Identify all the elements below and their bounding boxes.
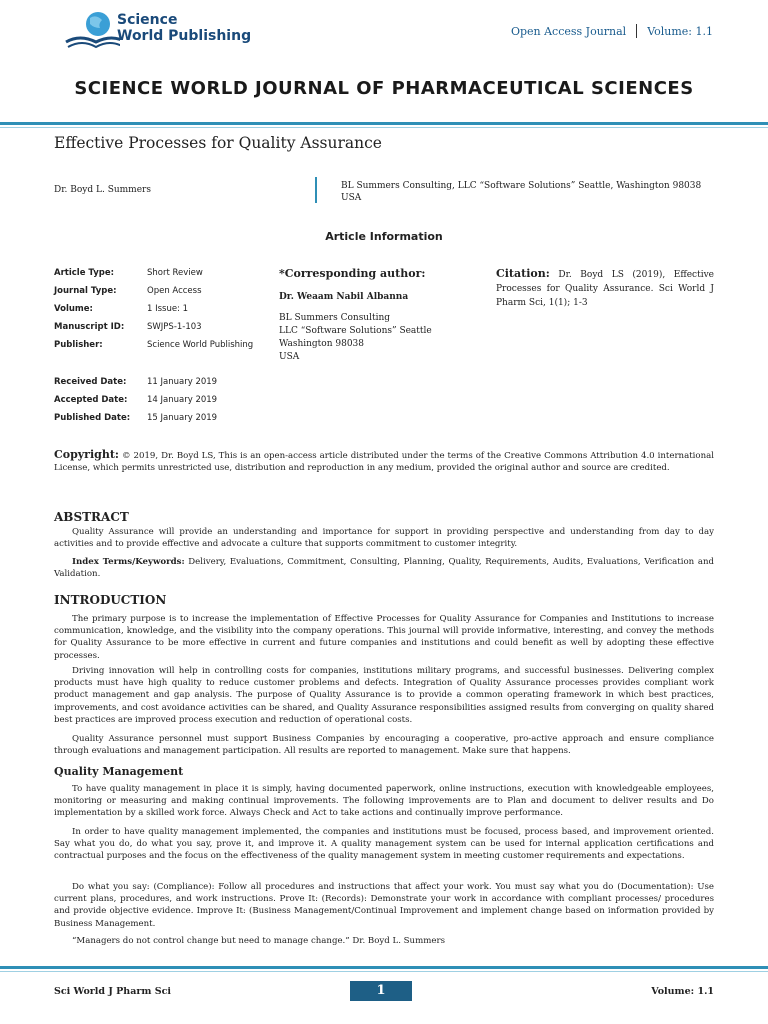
qm-paragraph-3: Do what you say: (Compliance): Follow all procedures and instructions that affect your work. You must say what you do (Documentation): Use current plans, procedures, and work instructions. Prove It: (Records): Demonstrate your work in accordance with compliant processes/ procedures and provide objective evidence. Improve It: (Business Management/Continual Improvement and implement change based on information provided by Business Management. xyxy=(54,882,714,929)
corresponding-author-heading: *Corresponding author: xyxy=(279,267,426,280)
index-terms xyxy=(54,556,714,580)
intro-paragraph-1: The primary purpose is to increase the implementation of Effective Processes for Quality Assurance for Companies and Institutions to increase communication, knowledge, and the visibility into the company operations. This journal will provide informative, interesting, and convey the methods for Quality Assurance to be more effective in current and future companies and institutions and could benefit as well by adopting these effective processes. xyxy=(54,614,714,661)
info-label: Received Date: xyxy=(54,377,127,387)
footer-journal-abbrev: Sci World J Pharm Sci xyxy=(54,986,171,997)
header-meta xyxy=(511,24,713,38)
copyright-label: Copyright: xyxy=(54,448,119,461)
address-line: LLC “Software Solutions” Seattle xyxy=(279,326,432,336)
abstract-text: Quality Assurance will provide an understanding and importance for support in providing perspective and understanding from day to day activities and to provide effective and advocate a culture that supports commitment to customer integrity. xyxy=(54,527,714,550)
info-label: Journal Type: xyxy=(54,286,117,296)
intro-paragraph-2: Driving innovation will help in controlling costs for companies, institutions military programs, and successful businesses. Delivering complex products must have high quality to reduce customer problems and defects. Integration of Quality Assurance processes provides compliant work product management and gap analysis. The purpose of Quality Assurance is to provide a common operating framework in which best practices, improvements, and cost avoidance activities can be shared, and Quality Assurance responsibilities assigned results from converging on quality shared best practices are improved process execution and reduction of operational costs. xyxy=(54,666,714,725)
footer-rule xyxy=(0,966,768,969)
address-line: BL Summers Consulting xyxy=(279,313,391,323)
info-value: Open Access xyxy=(147,286,202,296)
header-rule-thin xyxy=(0,127,768,128)
info-value: Science World Publishing xyxy=(147,340,254,350)
introduction-heading: INTRODUCTION xyxy=(54,593,167,607)
article-information-heading: Article Information xyxy=(325,230,443,243)
quality-management-heading: Quality Management xyxy=(54,765,184,778)
index-terms-label: Index Terms/Keywords: xyxy=(72,557,185,567)
corresponding-author-address xyxy=(279,312,432,364)
copyright-block xyxy=(54,449,714,474)
citation-text: Dr. Boyd LS (2019), Effective Processes for Quality Assurance. Sci World J Pharm Sci, 1(1); 1-3 xyxy=(496,270,714,308)
qm-paragraph-1: To have quality management in place it is simply, having documented paperwork, online instructions, execution with knowledgeable employees, monitoring or measuring and making continual improvements. The following improvements are to Plan and document to deliver results and Do implementation by a skilled work force. Always Check and Act to take actions and continually improve performance. xyxy=(54,784,714,819)
intro-paragraph-3: Quality Assurance personnel must support Business Companies by encouraging a cooperative, pro-active approach and ensure compliance through evaluations and management participation. All results are reported to management. Make sure that happens. xyxy=(54,734,714,757)
index-terms-text: Delivery, Evaluations, Commitment, Consulting, Planning, Quality, Requirements, Audits, Evaluations, Verification and Validation. xyxy=(54,557,714,580)
volume-label: Volume: 1.1 xyxy=(647,24,713,38)
globe-book-icon xyxy=(60,8,120,52)
info-label: Article Type: xyxy=(54,268,115,278)
address-line: USA xyxy=(279,352,300,362)
footer-rule-thin xyxy=(0,971,768,972)
info-value: 15 January 2019 xyxy=(147,413,218,423)
header-divider xyxy=(636,24,637,38)
info-value: Short Review xyxy=(147,268,203,278)
journal-type-label: Open Access Journal xyxy=(510,24,627,38)
abstract-heading: ABSTRACT xyxy=(54,510,129,524)
citation-block xyxy=(496,267,714,310)
article-title: Effective Processes for Quality Assurance xyxy=(54,134,382,152)
info-label: Publisher: xyxy=(54,340,103,350)
info-label: Published Date: xyxy=(54,413,131,423)
header-rule xyxy=(0,122,768,125)
info-value: 14 January 2019 xyxy=(147,395,218,405)
info-value: 11 January 2019 xyxy=(147,377,218,387)
affiliation-bar xyxy=(315,177,317,203)
citation-label: Citation: xyxy=(496,267,550,280)
author-affiliation: BL Summers Consulting, LLC “Software Solutions” Seattle, Washington 98038 USA xyxy=(341,181,702,203)
logo-text-line2: World Publishing xyxy=(117,28,252,44)
page-number: 1 xyxy=(350,981,412,1001)
address-line: Washington 98038 xyxy=(279,339,365,349)
info-label: Volume: xyxy=(54,304,93,314)
logo-text-line1: Science xyxy=(117,12,178,28)
info-label: Manuscript ID: xyxy=(54,322,125,332)
qm-paragraph-2: In order to have quality management implemented, the companies and institutions must be focused, process based, and improvement oriented. Say what you do, do what you say, prove it, and improve it. A quality management system can be used for internal application certifications and contractual purposes and the focus on the effectiveness of the quality management system in meeting customer requirements and expectations. xyxy=(54,827,714,862)
author-name: Dr. Boyd L. Summers xyxy=(54,185,151,195)
qm-quote: “Managers do not control change but need to manage change.” Dr. Boyd L. Summers xyxy=(72,936,445,946)
journal-title: SCIENCE WORLD JOURNAL OF PHARMACEUTICAL SCIENCES xyxy=(74,78,694,99)
copyright-text: © 2019, Dr. Boyd LS, This is an open-access article distributed under the terms of the Creative Commons Attribution 4.0 international License, which permits unrestricted use, distribution and reproduction in any medium, provided the original author and source are credited. xyxy=(54,451,714,473)
footer-volume: Volume: 1.1 xyxy=(651,986,714,997)
info-label: Accepted Date: xyxy=(54,395,128,405)
info-value: 1 Issue: 1 xyxy=(147,304,189,314)
corresponding-author-name: Dr. Weaam Nabil Albanna xyxy=(279,292,409,302)
info-value: SWJPS-1-103 xyxy=(147,322,202,332)
